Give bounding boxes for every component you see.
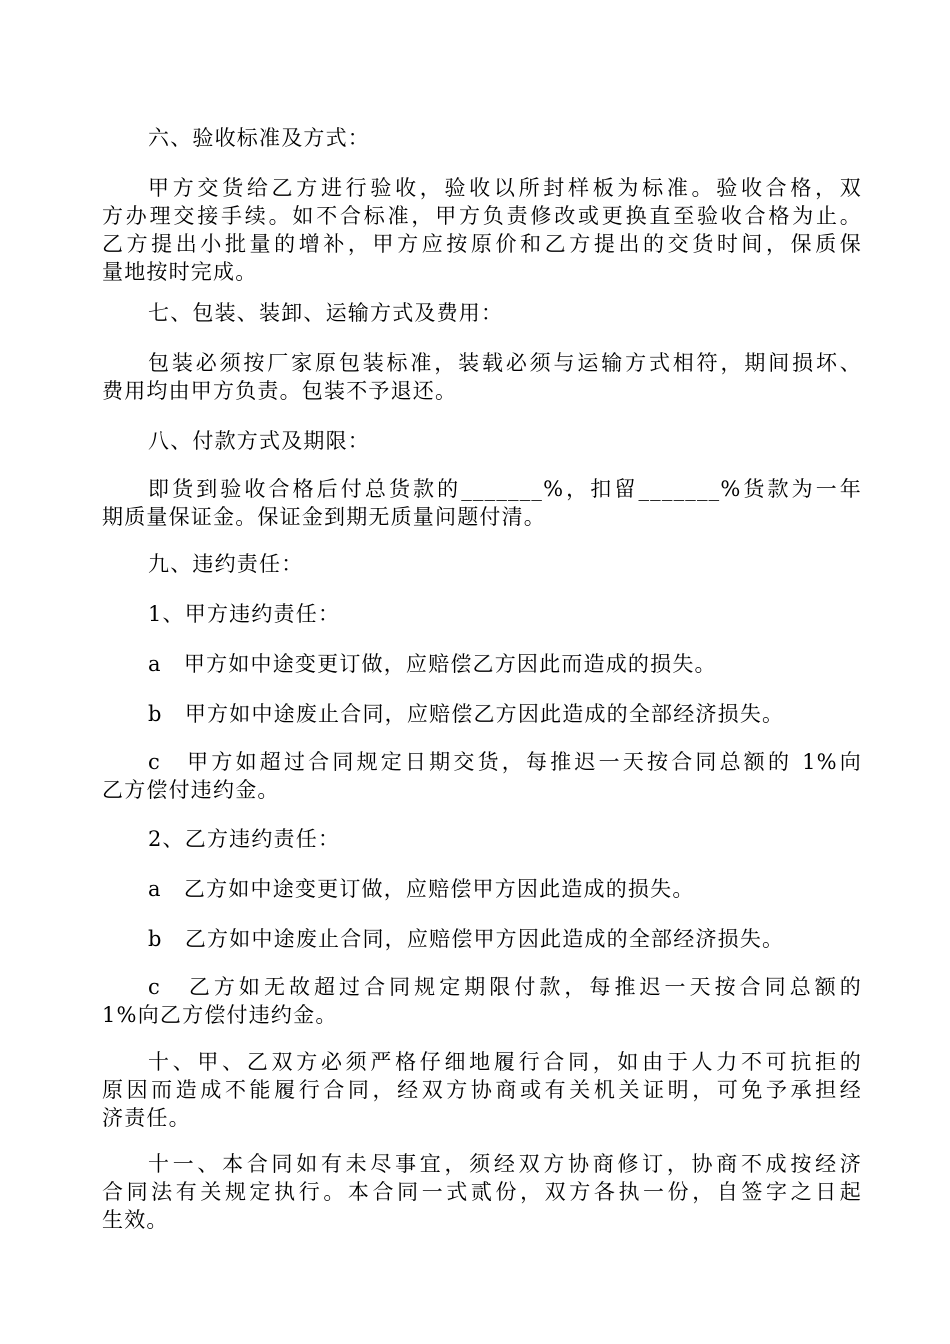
paragraph-line: 济责任。 [102, 1106, 191, 1130]
clause-line: 乙方偿付违约金。 [102, 778, 280, 802]
heading-liability: 九、违约责任： [148, 552, 304, 576]
paragraph-line: 合同法有关规定执行。本合同一式贰份，双方各执一份，自签字之日起 [102, 1180, 862, 1204]
paragraph-line: 期质量保证金。保证金到期无质量问题付清。 [102, 505, 546, 529]
paragraph-line: 原因而造成不能履行合同，经双方协商或有关机关证明，可免予承担经 [102, 1078, 862, 1102]
clause-line: a 甲方如中途变更订做，应赔偿乙方因此而造成的损失。 [148, 652, 717, 676]
paragraph-line: 包装必须按厂家原包装标准，装载必须与运输方式相符，期间损坏、 [148, 351, 862, 375]
clause-line: b 甲方如中途废止合同，应赔偿乙方因此造成的全部经济损失。 [148, 702, 785, 726]
heading-payment: 八、付款方式及期限： [148, 429, 370, 453]
clause-line: 1%向乙方偿付违约金。 [102, 1003, 338, 1027]
paragraph-line: 乙方提出小批量的增补，甲方应按原价和乙方提出的交货时间，保质保 [102, 232, 862, 256]
clause-line: b 乙方如中途废止合同，应赔偿甲方因此造成的全部经济损失。 [148, 927, 785, 951]
heading-packaging: 七、包装、装卸、运输方式及费用： [148, 301, 504, 325]
paragraph-line: 十一、本合同如有未尽事宜，须经双方协商修订，协商不成按经济 [148, 1152, 862, 1176]
paragraph-line: 十、甲、乙双方必须严格仔细地履行合同，如由于人力不可抗拒的 [148, 1050, 862, 1074]
paragraph-line: 方办理交接手续。如不合标准，甲方负责修改或更换直至验收合格为止。 [102, 204, 862, 228]
subheading-party-a-liability: 1、甲方违约责任： [148, 602, 341, 626]
paragraph-line: 甲方交货给乙方进行验收，验收以所封样板为标准。验收合格，双 [148, 176, 862, 200]
paragraph-line: 量地按时完成。 [102, 260, 258, 284]
clause-line: a 乙方如中途变更订做，应赔偿甲方因此造成的损失。 [148, 877, 695, 901]
paragraph-line: 生效。 [102, 1208, 169, 1232]
paragraph-line: 即货到验收合格后付总货款的_______%，扣留_______%货款为一年 [148, 477, 862, 501]
paragraph-line: 费用均由甲方负责。包装不予退还。 [102, 379, 458, 403]
subheading-party-b-liability: 2、乙方违约责任： [148, 827, 341, 851]
heading-acceptance: 六、验收标准及方式： [148, 126, 370, 150]
clause-line: c 甲方如超过合同规定日期交货，每推迟一天按合同总额的 1%向 [148, 750, 862, 774]
clause-line: c 乙方如无故超过合同规定期限付款，每推迟一天按合同总额的 [148, 975, 862, 999]
